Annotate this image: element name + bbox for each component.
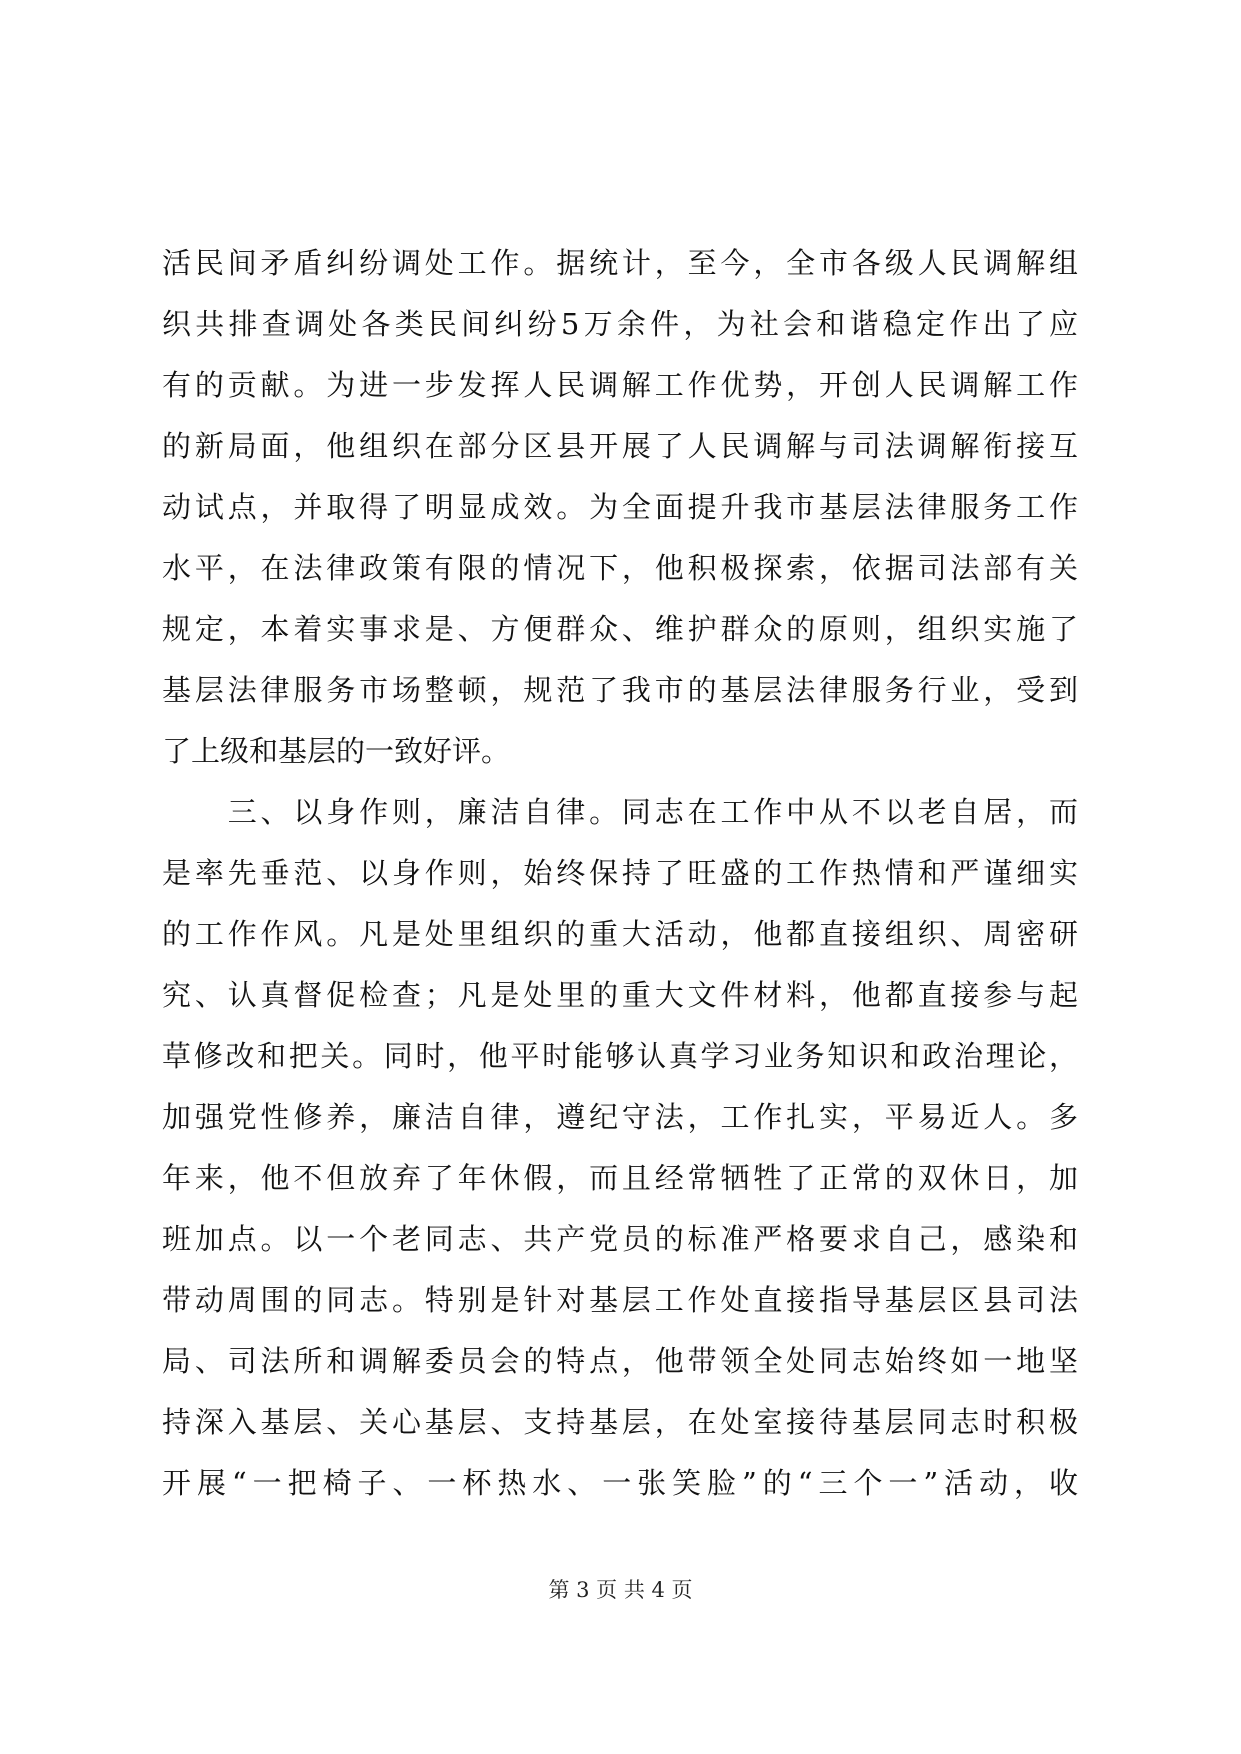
text-line: 动试点，并取得了明显成效。为全面提升我市基层法律服务工作 xyxy=(162,490,1078,524)
text-line: 持深入基层、关心基层、支持基层，在处室接待基层同志时积极 xyxy=(162,1405,1078,1439)
text-line: 究、认真督促检查；凡是处里的重大文件材料，他都直接参与起 xyxy=(162,978,1078,1012)
text-line: 的新局面，他组织在部分区县开展了人民调解与司法调解衔接互 xyxy=(162,429,1078,463)
text-line: 水平，在法律政策有限的情况下，他积极探索，依据司法部有关 xyxy=(162,551,1078,585)
text-line: 开展“一把椅子、一杯热水、一张笑脸”的“三个一”活动，收 xyxy=(162,1466,1078,1500)
text-line: 三、以身作则，廉洁自律。同志在工作中从不以老自居，而 xyxy=(162,795,1078,829)
text-line: 草修改和把关。同时，他平时能够认真学习业务知识和政治理论， xyxy=(162,1039,1078,1073)
body-text xyxy=(162,233,1078,1514)
text-line: 带动周围的同志。特别是针对基层工作处直接指导基层区县司法 xyxy=(162,1283,1078,1317)
text-line: 班加点。以一个老同志、共产党员的标准严格要求自己，感染和 xyxy=(162,1222,1078,1256)
text-line: 织共排查调处各类民间纠纷5万余件，为社会和谐稳定作出了应 xyxy=(162,307,1078,341)
text-line: 基层法律服务市场整顿，规范了我市的基层法律服务行业，受到 xyxy=(162,673,1078,707)
text-line: 是率先垂范、以身作则，始终保持了旺盛的工作热情和严谨细实 xyxy=(162,856,1078,890)
text-line: 局、司法所和调解委员会的特点，他带领全处同志始终如一地坚 xyxy=(162,1344,1078,1378)
text-line: 活民间矛盾纠纷调处工作。据统计，至今，全市各级人民调解组 xyxy=(162,246,1078,280)
text-line: 年来，他不但放弃了年休假，而且经常牺牲了正常的双休日，加 xyxy=(162,1161,1078,1195)
text-line: 的工作作风。凡是处里组织的重大活动，他都直接组织、周密研 xyxy=(162,917,1078,951)
text-line: 规定，本着实事求是、方便群众、维护群众的原则，组织实施了 xyxy=(162,612,1078,646)
page-footer: 第 3 页 共 4 页 xyxy=(548,1578,693,1602)
text-line: 有的贡献。为进一步发挥人民调解工作优势，开创人民调解工作 xyxy=(162,368,1078,402)
text-line: 了上级和基层的一致好评。 xyxy=(162,734,511,768)
text-line: 加强党性修养，廉洁自律，遵纪守法，工作扎实，平易近人。多 xyxy=(162,1100,1078,1134)
